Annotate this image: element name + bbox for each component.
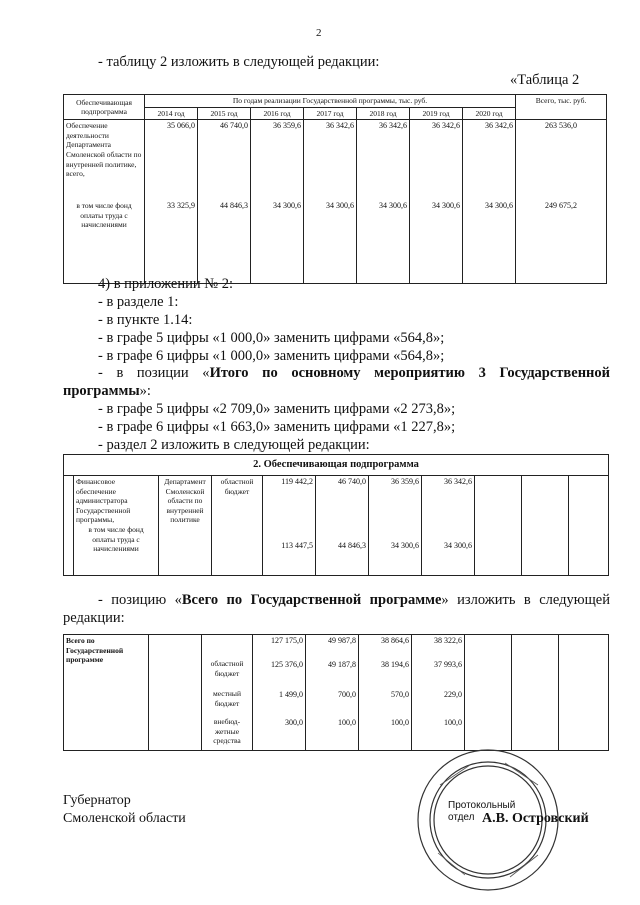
year-2019: 2019 год xyxy=(410,107,463,120)
table2-label: «Таблица 2 xyxy=(510,72,580,88)
year-2018: 2018 год xyxy=(357,107,410,120)
sec2-name: Финансовое обеспечение администратора Государственной программы, xyxy=(76,477,131,525)
cell-value: 119 442,2 xyxy=(281,477,313,486)
cell-value: 1 499,0 xyxy=(279,690,303,699)
cell-value: 34 300,6 xyxy=(326,201,354,211)
governor-title-1: Губернатор xyxy=(63,793,131,808)
cell-value: 46 740,0 xyxy=(220,121,248,131)
total-name: Всего по Государственной программе xyxy=(64,635,149,751)
sec2-exec: Департамент Смоленской области по внутренней политике xyxy=(159,476,212,576)
line-4: - в графе 6 цифры «1 000,0» заменить цифрами «564,8»; xyxy=(98,348,445,364)
header-subprogram: Обеспечивающая подпрограмма xyxy=(64,95,145,120)
cell-value: 34 300,6 xyxy=(391,541,419,550)
cell-total: 249 675,2 xyxy=(545,201,577,211)
line-5-cont xyxy=(63,381,151,401)
pos-b: Всего по Государственной программе xyxy=(181,592,442,608)
src-extra: внебюд-жетные средства xyxy=(213,717,241,746)
src-regional: областной бюджет xyxy=(210,659,244,678)
line-5c: программы xyxy=(63,383,140,399)
year-2017: 2017 год xyxy=(304,107,357,120)
section-2-table xyxy=(63,454,609,576)
year-2016: 2016 год xyxy=(251,107,304,120)
line-6: - в графе 5 цифры «2 709,0» заменить цифрами «2 273,8»; xyxy=(98,401,456,417)
row-name-cell xyxy=(64,120,145,284)
cell-value: 113 447,5 xyxy=(281,541,313,550)
sec2-source: областной бюджет xyxy=(212,476,263,576)
header-total: Всего, тыс. руб. xyxy=(516,95,607,120)
cell-value: 36 342,6 xyxy=(379,121,407,131)
section-2-title: 2. Обеспечивающая подпрограмма xyxy=(64,455,609,476)
line-5a: - в позиции « xyxy=(98,365,210,381)
cell-value: 34 300,6 xyxy=(444,541,472,550)
line-3: - в графе 5 цифры «1 000,0» заменить цифрами «564,8»; xyxy=(98,330,445,346)
governor-name: А.В. Островский xyxy=(482,811,589,826)
cell-value: 44 846,3 xyxy=(220,201,248,211)
line-5 xyxy=(98,363,610,383)
year-2020: 2020 год xyxy=(463,107,516,120)
cell-total: 263 536,0 xyxy=(545,121,577,131)
cell-value: 34 300,6 xyxy=(432,201,460,211)
intro-table2: - таблицу 2 изложить в следующей редакции: xyxy=(98,54,380,70)
line-7: - в графе 6 цифры «1 663,0» заменить цифрами «1 227,8»; xyxy=(98,419,456,435)
sec2-name-sub: в том числе фонд оплаты труда с начислениями xyxy=(88,525,144,554)
cell-value: 700,0 xyxy=(338,690,356,699)
cell-value: 34 300,6 xyxy=(379,201,407,211)
cell-value: 36 359,6 xyxy=(273,121,301,131)
cell-value: 49 187,8 xyxy=(328,660,356,669)
line-2: - в пункте 1.14: xyxy=(98,312,193,328)
pos-d: редакции: xyxy=(63,610,125,626)
cell-value: 125 376,0 xyxy=(271,660,303,669)
line-5b: Итого по основному мероприятию 3 Государственной xyxy=(209,365,611,381)
cell-value: 36 342,6 xyxy=(326,121,354,131)
cell-value: 36 342,6 xyxy=(444,477,472,486)
cell-value: 229,0 xyxy=(444,690,462,699)
cell-value: 33 325,9 xyxy=(167,201,195,211)
cell-value: 44 846,3 xyxy=(338,541,366,550)
stamp-text: Протокольный отдел xyxy=(448,800,516,823)
cell-value: 38 194,6 xyxy=(381,660,409,669)
page-number: 2 xyxy=(316,27,322,39)
src-local: местный бюджет xyxy=(213,689,241,708)
row-name: Обеспечение деятельности Департамента Смоленской области по внутренней политике, всего, xyxy=(66,121,142,179)
cell-value: 37 993,6 xyxy=(434,660,462,669)
line-5d: »: xyxy=(139,383,151,399)
cell-value: 34 300,6 xyxy=(485,201,513,211)
cell-value: 36 342,6 xyxy=(432,121,460,131)
cell-value: 100,0 xyxy=(338,718,356,727)
cell-value: 49 987,8 xyxy=(328,636,356,645)
year-2015: 2015 год xyxy=(198,107,251,120)
cell-value: 127 175,0 xyxy=(271,636,303,645)
cell-value: 36 342,6 xyxy=(485,121,513,131)
header-years: По годам реализации Государственной программы, тыс. руб. xyxy=(145,95,516,108)
cell-value: 34 300,6 xyxy=(273,201,301,211)
cell-value: 300,0 xyxy=(285,718,303,727)
position-line xyxy=(98,590,610,610)
cell-value: 100,0 xyxy=(444,718,462,727)
line-1: - в разделе 1: xyxy=(98,294,179,310)
table-2 xyxy=(63,94,607,284)
cell-value: 46 740,0 xyxy=(338,477,366,486)
line-8: - раздел 2 изложить в следующей редакции: xyxy=(98,437,370,453)
year-2014: 2014 год xyxy=(145,107,198,120)
item-4: 4) в приложении № 2: xyxy=(98,276,233,292)
cell-value: 35 066,0 xyxy=(167,121,195,131)
governor-title-2: Смоленской области xyxy=(63,811,186,826)
cell-value: 38 322,6 xyxy=(434,636,462,645)
row-sub: в том числе фонд оплаты труда с начислениями xyxy=(76,201,132,230)
cell-value: 38 864,6 xyxy=(381,636,409,645)
pos-a: - позицию « xyxy=(98,592,182,608)
cell-value: 36 359,6 xyxy=(391,477,419,486)
cell-value: 100,0 xyxy=(391,718,409,727)
pos-c: » изложить в следующей xyxy=(441,592,610,608)
cell-value: 570,0 xyxy=(391,690,409,699)
total-table xyxy=(63,634,609,751)
